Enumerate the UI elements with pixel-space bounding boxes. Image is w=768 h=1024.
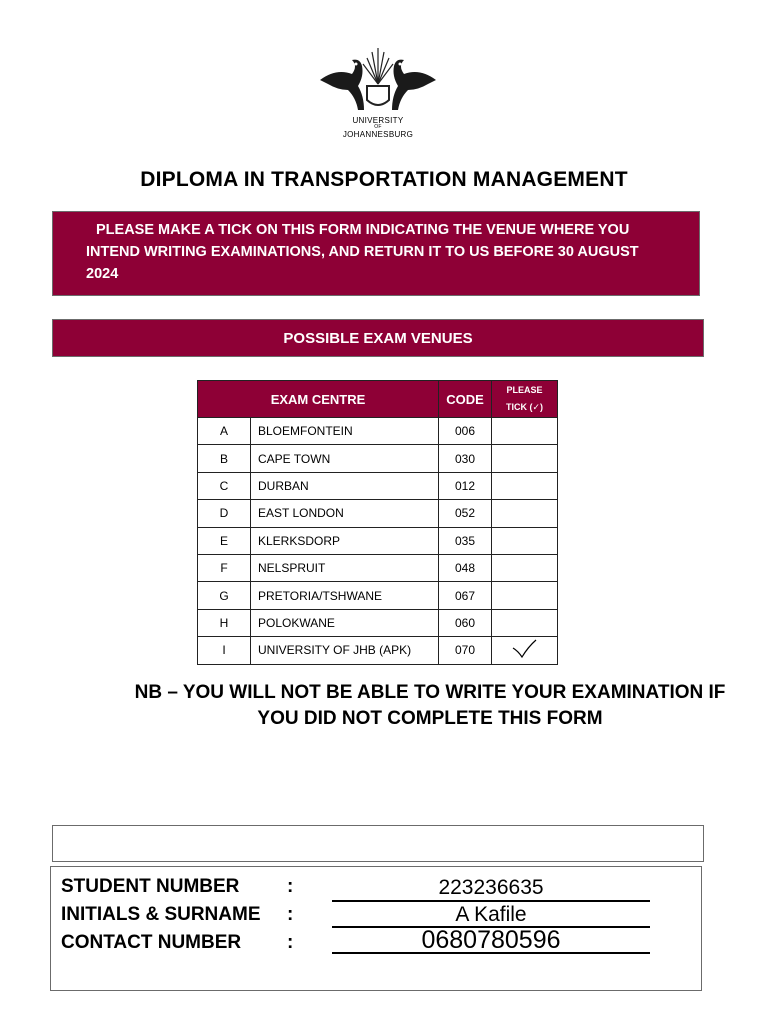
venue-rows xyxy=(198,418,558,665)
separator-colon: : xyxy=(287,932,294,953)
row-tick-cell[interactable] xyxy=(492,472,558,499)
row-letter: H xyxy=(198,609,251,636)
row-code: 067 xyxy=(439,582,492,609)
row-letter: D xyxy=(198,500,251,527)
table-row xyxy=(198,554,558,581)
row-exam-centre: EAST LONDON xyxy=(251,500,439,527)
header-tick-line-2: TICK (✓) xyxy=(505,402,544,412)
row-exam-centre: BLOEMFONTEIN xyxy=(251,418,439,445)
row-tick-cell[interactable] xyxy=(492,418,558,445)
student-number-label: STUDENT NUMBER xyxy=(61,876,240,897)
row-letter: I xyxy=(198,637,251,664)
row-letter: B xyxy=(198,445,251,472)
student-details-box xyxy=(50,866,702,991)
row-code: 060 xyxy=(439,609,492,636)
university-logo xyxy=(318,44,438,148)
university-name xyxy=(318,116,438,139)
row-tick-cell[interactable] xyxy=(492,609,558,636)
table-row xyxy=(198,609,558,636)
table-row xyxy=(198,445,558,472)
university-line-2: OF xyxy=(374,124,382,130)
row-exam-centre: POLOKWANE xyxy=(251,609,439,636)
instruction-line-3: 2024 xyxy=(86,266,119,282)
row-code: 070 xyxy=(439,637,492,664)
header-please-tick xyxy=(492,381,558,418)
row-letter: G xyxy=(198,582,251,609)
row-tick-cell[interactable] xyxy=(492,637,558,664)
table-row xyxy=(198,582,558,609)
row-exam-centre: UNIVERSITY OF JHB (APK) xyxy=(251,637,439,664)
separator-colon: : xyxy=(287,876,294,897)
header-tick-line-1: PLEASE xyxy=(506,385,543,395)
row-tick-cell[interactable] xyxy=(492,554,558,581)
page-title: DIPLOMA IN TRANSPORTATION MANAGEMENT xyxy=(140,168,628,191)
header-exam-centre: EXAM CENTRE xyxy=(198,381,439,418)
notice xyxy=(120,680,740,732)
table-header-row xyxy=(198,381,558,418)
table-row xyxy=(198,500,558,527)
row-code: 035 xyxy=(439,527,492,554)
row-letter: E xyxy=(198,527,251,554)
row-exam-centre: NELSPRUIT xyxy=(251,554,439,581)
separator-colon: : xyxy=(287,904,294,925)
table-row xyxy=(198,637,558,664)
venues-heading: POSSIBLE EXAM VENUES xyxy=(52,319,704,357)
row-tick-cell[interactable] xyxy=(492,527,558,554)
row-code: 012 xyxy=(439,472,492,499)
row-code: 030 xyxy=(439,445,492,472)
university-line-3: JOHANNESBURG xyxy=(342,130,414,139)
row-letter: C xyxy=(198,472,251,499)
contact-number-field[interactable]: 0680780596 xyxy=(332,928,650,954)
row-tick-cell[interactable] xyxy=(492,500,558,527)
exam-venues-table xyxy=(197,380,558,665)
row-tick-cell[interactable] xyxy=(492,582,558,609)
row-code: 006 xyxy=(439,418,492,445)
birds-crest-icon xyxy=(318,44,438,116)
instruction-banner xyxy=(52,211,700,296)
notice-line-1: NB – YOU WILL NOT BE ABLE TO WRITE YOUR EXAMINATION IF xyxy=(134,682,726,703)
row-exam-centre: PRETORIA/TSHWANE xyxy=(251,582,439,609)
row-code: 052 xyxy=(439,500,492,527)
table-row xyxy=(198,527,558,554)
instruction-line-2: INTEND WRITING EXAMINATIONS, AND RETURN IT TO US BEFORE 30 AUGUST xyxy=(86,244,639,260)
checkmark-icon xyxy=(510,638,540,660)
row-letter: F xyxy=(198,554,251,581)
contact-number-label: CONTACT NUMBER xyxy=(61,932,242,953)
row-exam-centre: DURBAN xyxy=(251,472,439,499)
instruction-line-1: PLEASE MAKE A TICK ON THIS FORM INDICATING THE VENUE WHERE YOU xyxy=(96,222,630,238)
notice-line-2: YOU DID NOT COMPLETE THIS FORM xyxy=(257,708,603,729)
university-line-1: UNIVERSITY xyxy=(352,116,404,125)
header-code: CODE xyxy=(439,381,492,418)
table-row xyxy=(198,472,558,499)
initials-surname-field[interactable]: A Kafile xyxy=(332,904,650,928)
initials-surname-label: INITIALS & SURNAME xyxy=(61,904,261,925)
row-code: 048 xyxy=(439,554,492,581)
row-tick-cell[interactable] xyxy=(492,445,558,472)
blank-box xyxy=(52,825,704,862)
row-letter: A xyxy=(198,418,251,445)
row-exam-centre: KLERKSDORP xyxy=(251,527,439,554)
student-number-field[interactable]: 223236635 xyxy=(332,876,650,902)
table-row xyxy=(198,418,558,445)
row-exam-centre: CAPE TOWN xyxy=(251,445,439,472)
